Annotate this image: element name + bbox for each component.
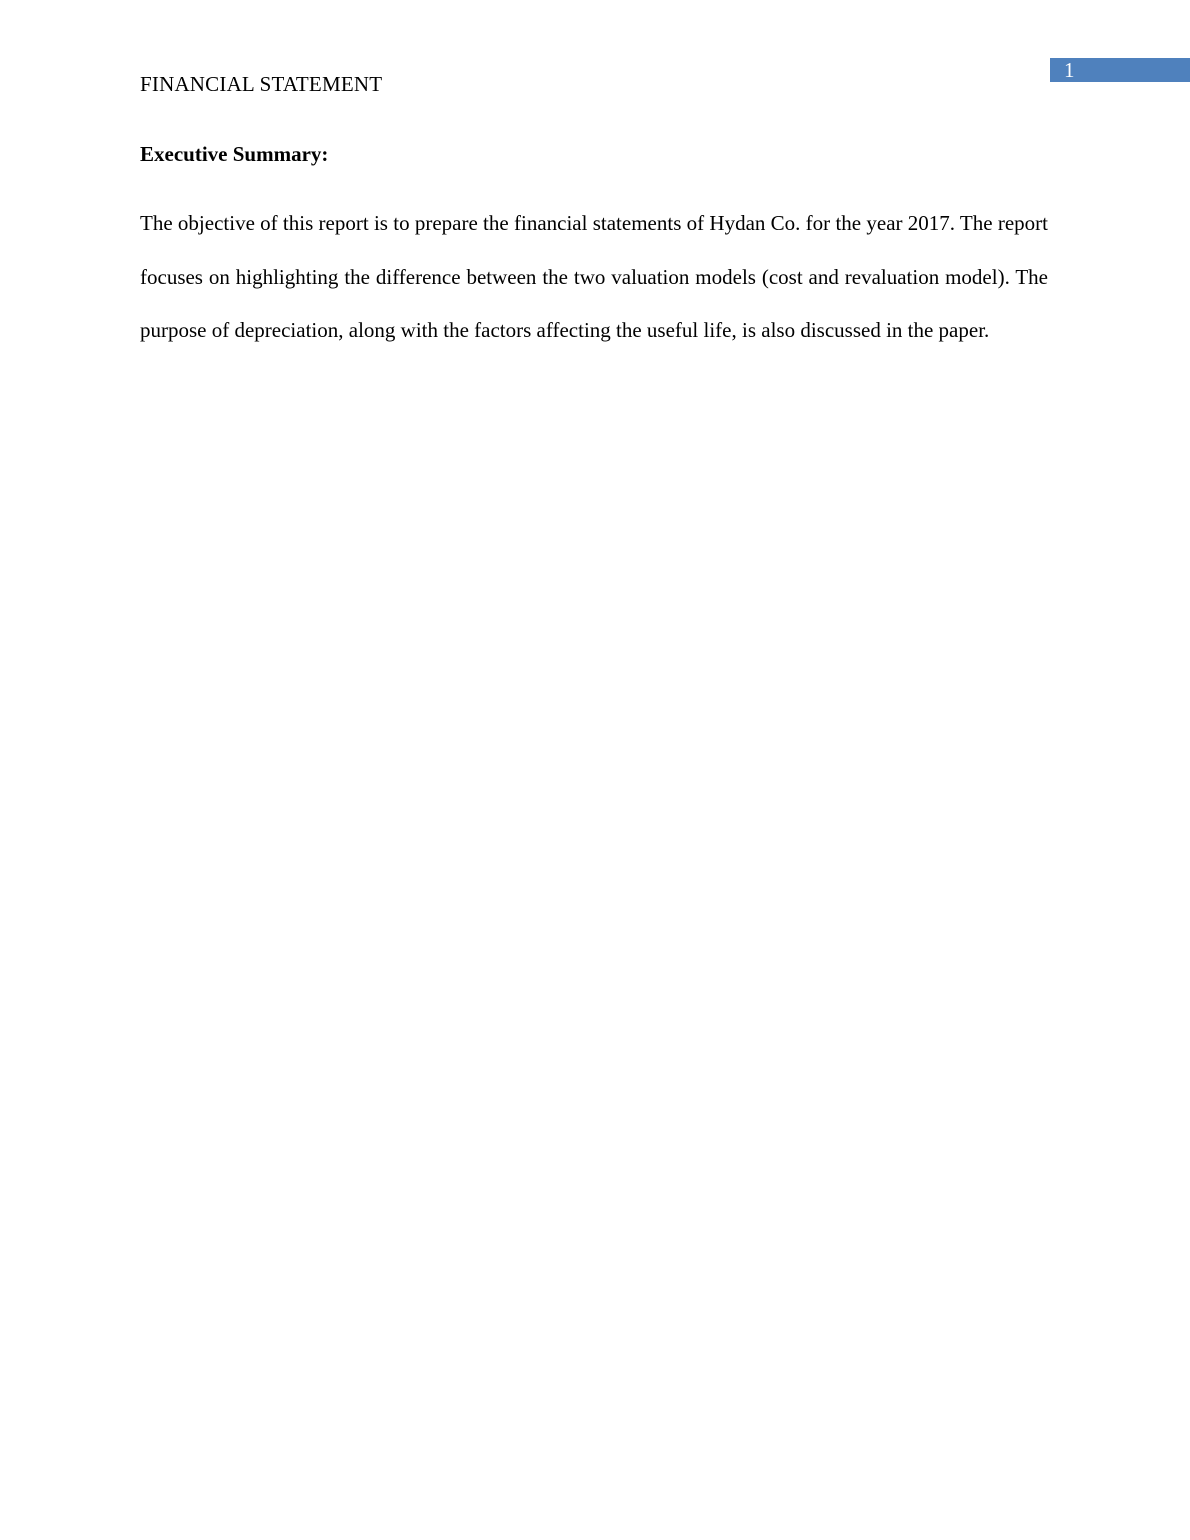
body-paragraph: The objective of this report is to prepare the financial statements of Hydan Co. for the year 2017. The report focuses on highlighting the difference between the two valuation models (cost and revaluation model). The purpose of depreciation, along with the factors affecting the useful life, is also discussed in the paper.: [140, 211, 1048, 343]
section-heading: Executive Summary:: [140, 142, 329, 166]
page-number-tab: [1050, 58, 1190, 82]
running-head: FINANCIAL STATEMENT: [140, 72, 383, 96]
page-number: 1: [1064, 58, 1075, 82]
